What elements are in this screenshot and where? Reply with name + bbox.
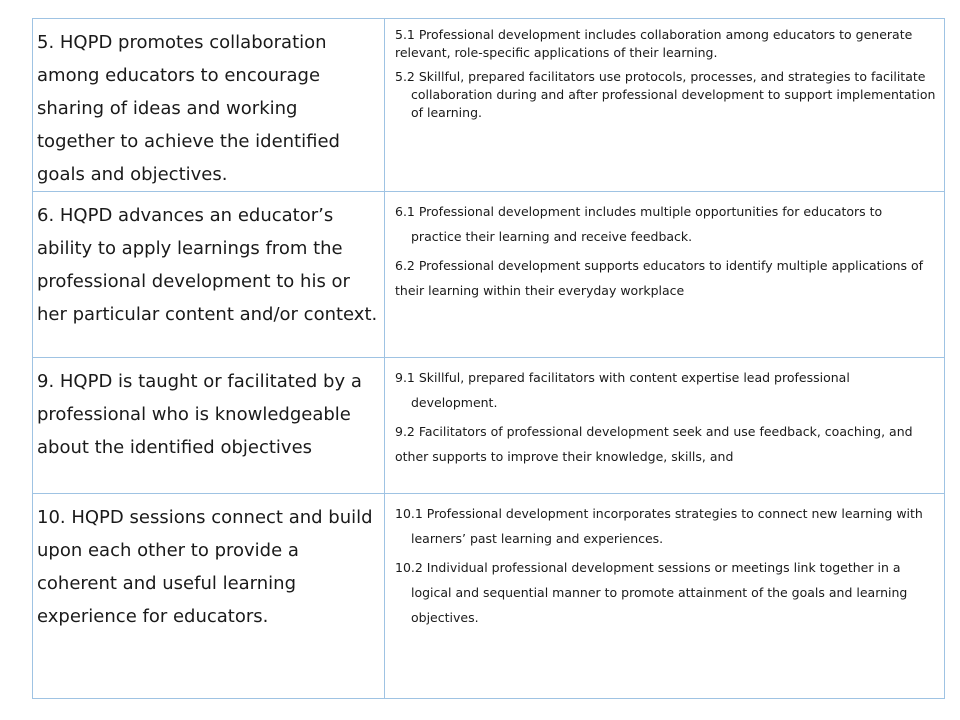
table-row [33, 358, 945, 494]
sub-standard-text: 10.2 Individual professional development sessions or meetings link together in a logical and sequential manner to promote attainment of the goals and learning objectives. [395, 560, 908, 625]
principle-cell [33, 358, 385, 494]
sub-standards-cell [385, 19, 945, 192]
table-row [33, 19, 945, 192]
principle-text: 10. HQPD sessions connect and build upon each other to provide a coherent and useful learning experience for educators. [37, 507, 373, 627]
sub-standard-text: 10.1 Professional development incorporates strategies to connect new learning with learners’ past learning and experiences. [395, 506, 923, 546]
sub-standards-cell [385, 192, 945, 358]
principle-cell [33, 19, 385, 192]
sub-standards-cell [385, 494, 945, 699]
sub-standards-cell [385, 358, 945, 494]
table-row [33, 192, 945, 358]
table-row [33, 494, 945, 699]
principle-cell [33, 192, 385, 358]
sub-standard-text: 6.1 Professional development includes multiple opportunities for educators to practice their learning and receive feedback. [395, 204, 883, 244]
sub-standard-text: 5.2 Skillful, prepared facilitators use protocols, processes, and strategies to facilitate collaboration during and after professional development to support implementation of learning. [395, 69, 936, 120]
principle-text: 5. HQPD promotes collaboration among educators to encourage sharing of ideas and working together to achieve the identified goals and objectives. [37, 32, 340, 185]
principle-text: 9. HQPD is taught or facilitated by a professional who is knowledgeable about the identified objectives [37, 371, 362, 458]
sub-standard-text: 9.2 Facilitators of professional development seek and use feedback, coaching, and other supports to improve their knowledge, skills, and [395, 424, 913, 464]
principle-text: 6. HQPD advances an educator’s ability to apply learnings from the professional development to his or her particular content and/or context. [37, 205, 378, 325]
hqpd-standards-table [32, 18, 945, 699]
sub-standard-text: 5.1 Professional development includes collaboration among educators to generate relevant, role-specific applications of their learning. [395, 27, 913, 60]
sub-standard-text: 6.2 Professional development supports educators to identify multiple applications of their learning within their everyday workplace [395, 258, 924, 298]
principle-cell [33, 494, 385, 699]
sub-standard-text: 9.1 Skillful, prepared facilitators with content expertise lead professional development. [395, 370, 850, 410]
